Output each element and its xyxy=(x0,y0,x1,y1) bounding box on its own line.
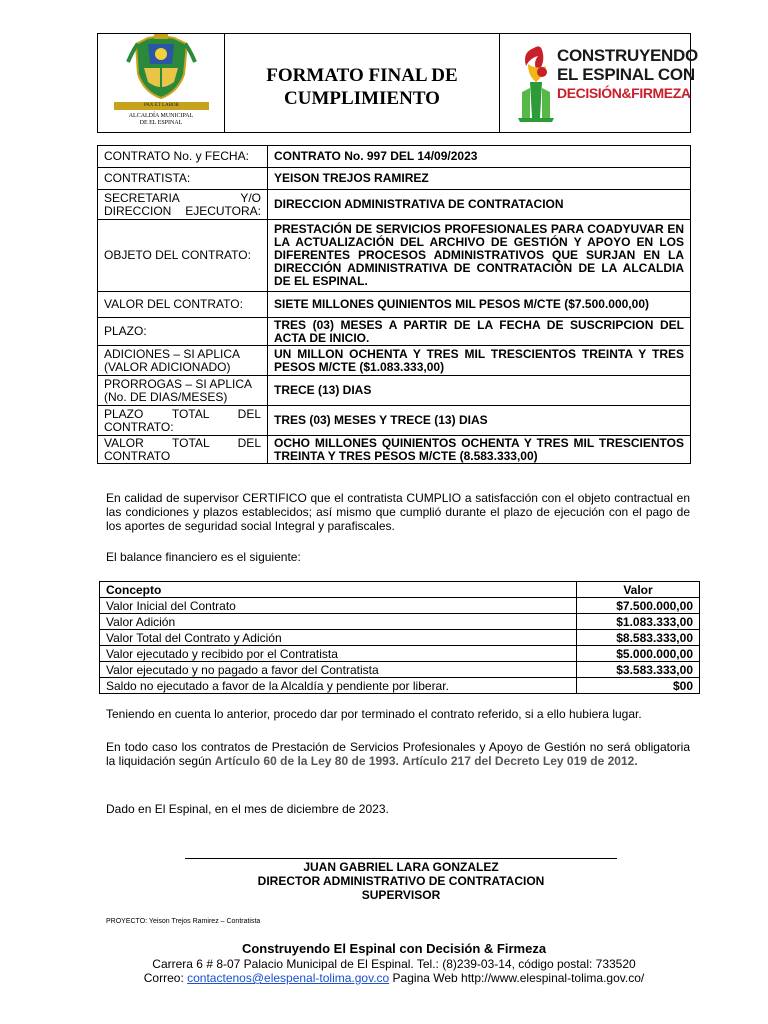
contract-row-value: PRESTACIÓN DE SERVICIOS PROFESIONALES PARA COADYUVAR EN LA ACTUALIZACIÓN DEL ARCHIVO DE GESTIÓN Y APOYO EN LOS DIFERENTES PROCESOS ADMINISTRATIVOS QUE SURJAN EN LA DIRECCIÓN ADMINISTRATIVA DE CONTRATACIÓN DE LA ALCALDIA DE EL ESPINAL. xyxy=(268,220,691,292)
balance-value: $8.583.333,00 xyxy=(577,630,700,646)
balance-concept: Valor Adición xyxy=(100,614,577,630)
email-label: Correo: xyxy=(143,971,184,985)
slogan-line3: DECISIÓN&FIRMEZA xyxy=(557,85,691,101)
document-title-line2: CUMPLIMIENTO xyxy=(284,88,440,109)
contract-row xyxy=(98,376,691,406)
contract-row-value: SIETE MILLONES QUINIENTOS MIL PESOS M/CTE ($7.500.000,00) xyxy=(268,292,691,318)
footer-contact xyxy=(97,971,691,985)
signer-position: DIRECTOR ADMINISTRATIVO DE CONTRATACION xyxy=(257,874,545,888)
balance-row xyxy=(100,614,700,630)
balance-concept: Valor ejecutado y recibido por el Contratista xyxy=(100,646,577,662)
slogan-line1: CONSTRUYENDO xyxy=(557,46,698,65)
date-line: Dado en El Espinal, en el mes de diciembre de 2023. xyxy=(106,802,389,816)
liquidation-paragraph xyxy=(106,740,690,768)
contract-info-body xyxy=(98,146,691,464)
email-link[interactable]: contactenos@elespenal-tolima.gov.co xyxy=(187,971,390,985)
balance-table xyxy=(99,581,700,694)
torch-logo xyxy=(512,42,562,122)
balance-row xyxy=(100,598,700,614)
slogan-line2: EL ESPINAL CON xyxy=(557,65,695,84)
balance-value: $5.000.000,00 xyxy=(577,646,700,662)
contract-row-value: DIRECCION ADMINISTRATIVA DE CONTRATACION xyxy=(268,190,691,220)
contract-info-table xyxy=(97,145,691,464)
page-footer xyxy=(97,941,691,985)
crest-cell xyxy=(98,34,225,132)
balance-value: $7.500.000,00 xyxy=(577,598,700,614)
contract-row xyxy=(98,318,691,346)
contract-row-label: PLAZO: xyxy=(98,318,268,346)
contract-row xyxy=(98,190,691,220)
contract-row-label: VALOR DEL CONTRATO: xyxy=(98,292,268,318)
contract-row xyxy=(98,436,691,464)
balance-table-body xyxy=(100,582,700,694)
document-title xyxy=(225,64,499,110)
footer-address: Carrera 6 # 8-07 Palacio Municipal de El Espinal. Tel.: (8)239-03-14, código postal: 733520 xyxy=(152,957,636,971)
law-reference-1: Artículo 60 de la Ley 80 de 1993. xyxy=(214,754,399,768)
document-header xyxy=(97,33,698,133)
balance-header-row xyxy=(100,582,700,598)
balance-concept: Saldo no ejecutado a favor de la Alcaldía y pendiente por liberar. xyxy=(100,678,577,694)
signature-block xyxy=(185,860,617,902)
contract-row xyxy=(98,146,691,168)
contract-row-value: TRES (03) MESES A PARTIR DE LA FECHA DE SUSCRIPCION DEL ACTA DE INICIO. xyxy=(268,318,691,346)
contract-row-value: CONTRATO No. 997 DEL 14/09/2023 xyxy=(268,146,691,168)
balance-value: $1.083.333,00 xyxy=(577,614,700,630)
signer-name: JUAN GABRIEL LARA GONZALEZ xyxy=(303,860,499,874)
crest-caption-line2: DE EL ESPINAL xyxy=(139,120,183,126)
contract-row xyxy=(98,292,691,318)
balance-concept: Valor Inicial del Contrato xyxy=(100,598,577,614)
balance-header-value: Valor xyxy=(577,582,700,598)
contract-row-value: UN MILLON OCHENTA Y TRES MIL TRESCIENTOS TREINTA Y TRES PESOS M/CTE ($1.083.333,00) xyxy=(268,346,691,376)
contract-row xyxy=(98,406,691,436)
balance-intro: El balance financiero es el siguiente: xyxy=(106,550,301,564)
contract-row-label: ADICIONES – SI APLICA (VALOR ADICIONADO) xyxy=(98,346,268,376)
crest-caption-line1: ALCALDÍA MUNICIPAL xyxy=(128,113,194,119)
slogan-cell xyxy=(500,34,698,132)
signer-role: SUPERVISOR xyxy=(361,888,441,902)
contract-row-value: OCHO MILLONES QUINIENTOS OCHENTA Y TRES MIL TRESCIENTOS TREINTA Y TRES PESOS M/CTE (8.583.333,00) xyxy=(268,436,691,464)
contract-row-value: YEISON TREJOS RAMIREZ xyxy=(268,168,691,190)
contract-row-value: TRES (03) MESES Y TRECE (13) DIAS xyxy=(268,406,691,436)
contract-row-value: TRECE (13) DIAS xyxy=(268,376,691,406)
crest-caption xyxy=(98,113,224,127)
contract-row xyxy=(98,220,691,292)
certification-paragraph: En calidad de supervisor CERTIFICO que el contratista CUMPLIO a satisfacción con el objeto contractual en las condiciones y plazos establecidos; así mismo que cumplió durante el plazo de ejecución con el pago de los aportes de seguridad social Integral y parafiscales. xyxy=(106,491,690,533)
balance-row xyxy=(100,646,700,662)
balance-value: $3.583.333,00 xyxy=(577,662,700,678)
website-text: Pagina Web http://www.elespinal-tolima.gov.co/ xyxy=(392,971,645,985)
project-note: PROYECTO: Yeison Trejos Ramirez – Contratista xyxy=(106,918,261,925)
footer-slogan: Construyendo El Espinal con Decisión & Firmeza xyxy=(241,941,547,956)
law-reference-2: Artículo 217 del Decreto Ley 019 de 2012. xyxy=(402,754,638,768)
contract-row-label: VALOR TOTAL DEL CONTRATO xyxy=(98,436,268,464)
contract-row-label: CONTRATO No. y FECHA: xyxy=(98,146,268,168)
municipal-crest-logo xyxy=(98,34,225,104)
termination-paragraph: Teniendo en cuenta lo anterior, procedo dar por terminado el contrato referido, si a ello hubiera lugar. xyxy=(106,707,642,721)
contract-row-label: CONTRATISTA: xyxy=(98,168,268,190)
contract-row xyxy=(98,346,691,376)
balance-row xyxy=(100,678,700,694)
balance-row xyxy=(100,630,700,646)
title-cell xyxy=(225,34,500,132)
balance-value: $00 xyxy=(577,678,700,694)
contract-row-label: PLAZO TOTAL DEL CONTRATO: xyxy=(98,406,268,436)
signature-line xyxy=(185,858,617,859)
liquidation-text: En todo caso los contratos de Prestación de Servicios Profesionales y Apoyo de Gestión no será obligatoria la liquidación según xyxy=(106,740,690,768)
slogan-text xyxy=(557,46,698,102)
crest-motto: PAX ET LABOR xyxy=(114,102,209,110)
balance-concept: Valor Total del Contrato y Adición xyxy=(100,630,577,646)
contract-row-label: PRORROGAS – SI APLICA (No. DE DIAS/MESES) xyxy=(98,376,268,406)
contract-row-label: OBJETO DEL CONTRATO: xyxy=(98,220,268,292)
contract-row xyxy=(98,168,691,190)
balance-concept: Valor ejecutado y no pagado a favor del Contratista xyxy=(100,662,577,678)
balance-header-concept: Concepto xyxy=(100,582,577,598)
contract-row-label: SECRETARIA Y/O DIRECCION EJECUTORA: xyxy=(98,190,268,220)
document-title-line1: FORMATO FINAL DE xyxy=(266,65,458,86)
balance-row xyxy=(100,662,700,678)
